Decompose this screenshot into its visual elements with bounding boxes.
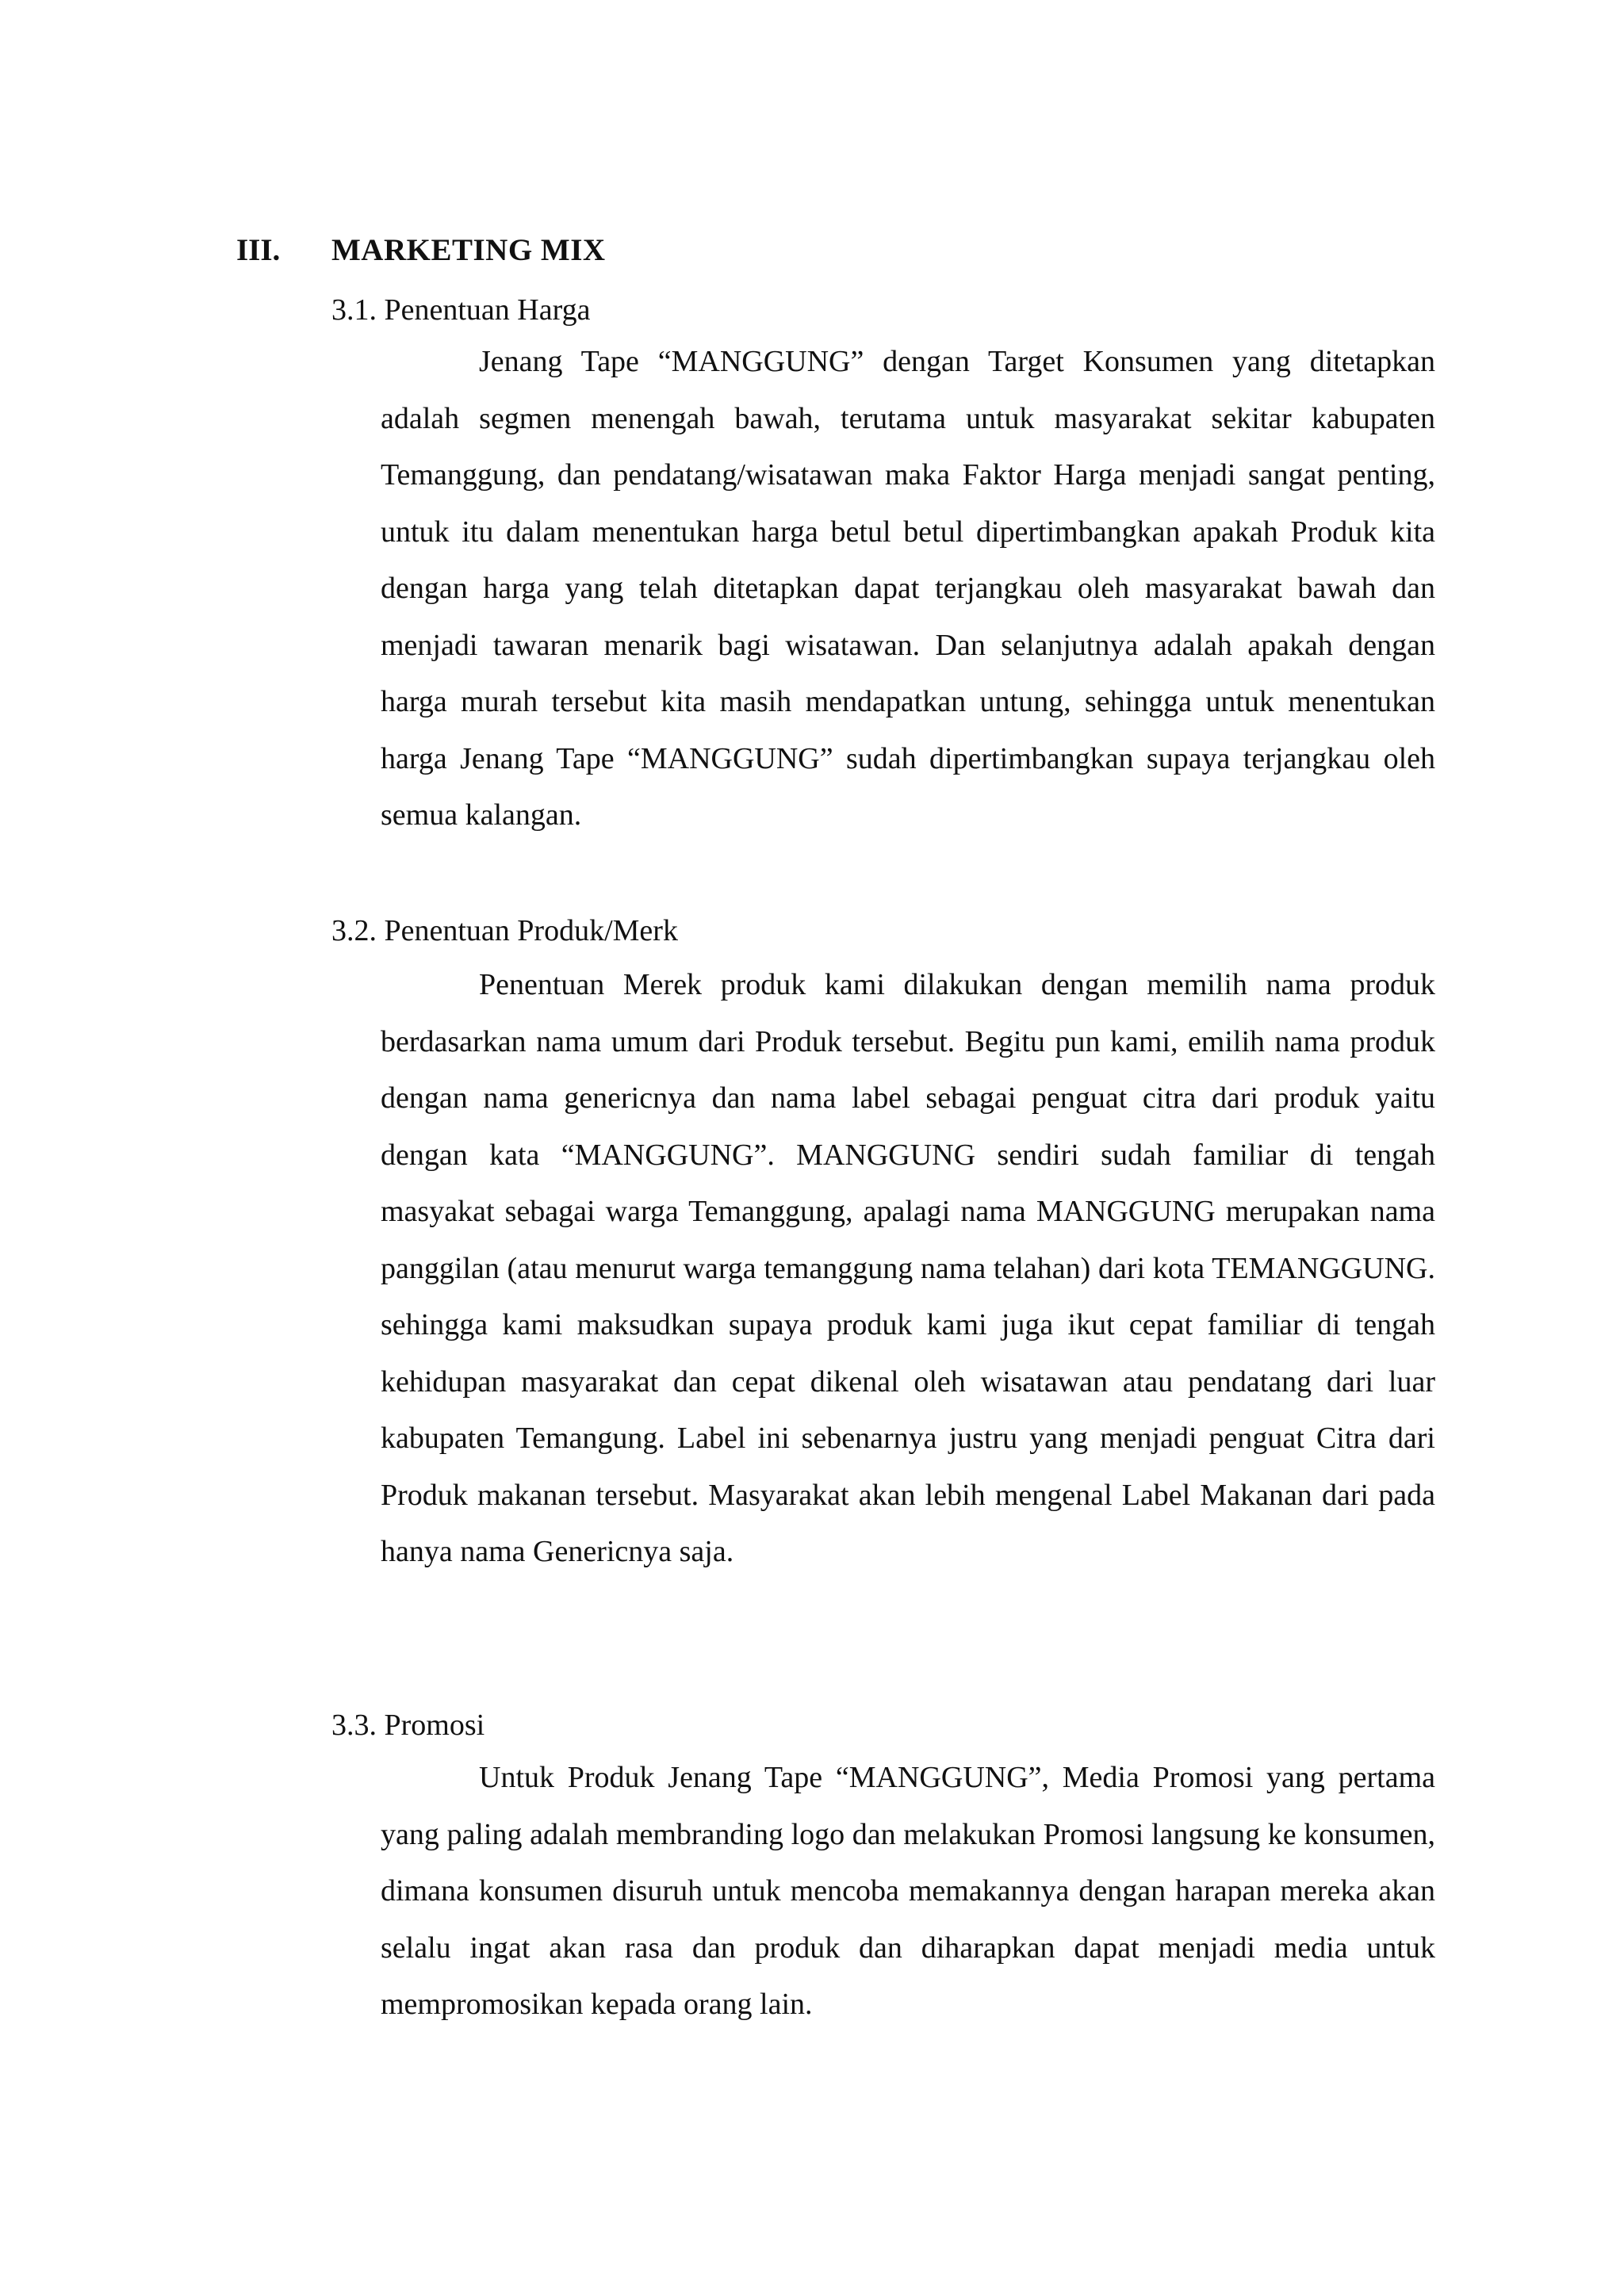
section-title-price: 3.1. Penentuan Harga: [331, 293, 591, 327]
section-title-promotion: 3.3. Promosi: [331, 1709, 485, 1742]
chapter-title: MARKETING MIX: [331, 233, 606, 267]
section-paragraph-product-brand: Penentuan Merek produk kami dilakukan dengan memilih nama produk berdasarkan nama umum dari Produk tersebut. Begitu pun kami, emilih nama produk dengan nama genericnya dan nama label sebagai penguat citra dari produk yaitu dengan kata “MANGGUNG”. MANGGUNG sendiri sudah familiar di tengah masyakat sebagai warga Temanggung, apalagi nama MANGGUNG merupakan nama panggilan (atau menurut warga temanggung nama telahan) dari kota TEMANGGUNG. sehingga kami maksudkan supaya produk kami juga ikut cepat familiar di tengah kehidupan masyarakat dan cepat dikenal oleh wisatawan atau pendatang dari luar kabupaten Temangung. Label ini sebenarnya justru yang menjadi penguat Citra dari Produk makanan tersebut. Masyarakat akan lebih mengenal Label Makanan dari pada hanya nama Genericnya saja.: [381, 968, 1435, 1568]
section-paragraph-price: Jenang Tape “MANGGUNG” dengan Target Konsumen yang ditetapkan adalah segmen menengah bawah, terutama untuk masyarakat sekitar kabupaten Temanggung, dan pendatang/wisatawan maka Faktor Harga menjadi sangat penting, untuk itu dalam menentukan harga betul betul dipertimbangkan apakah Produk kita dengan harga yang telah ditetapkan dapat terjangkau oleh masyarakat bawah dan menjadi tawaran menarik bagi wisatawan. Dan selanjutnya adalah apakah dengan harga murah tersebut kita masih mendapatkan untung, sehingga untuk menentukan harga Jenang Tape “MANGGUNG” sudah dipertimbangkan supaya terjangkau oleh semua kalangan.: [381, 345, 1435, 832]
section-title-product-brand: 3.2. Penentuan Produk/Merk: [331, 914, 678, 947]
chapter-number: III.: [236, 233, 281, 267]
section-paragraph-promotion: Untuk Produk Jenang Tape “MANGGUNG”, Media Promosi yang pertama yang paling adalah membranding logo dan melakukan Promosi langsung ke konsumen, dimana konsumen disuruh untuk mencoba memakannya dengan harapan mereka akan selalu ingat akan rasa dan produk dan diharapkan dapat menjadi media untuk mempromosikan kepada orang lain.: [381, 1761, 1435, 2021]
chapter-heading: [236, 227, 1426, 274]
